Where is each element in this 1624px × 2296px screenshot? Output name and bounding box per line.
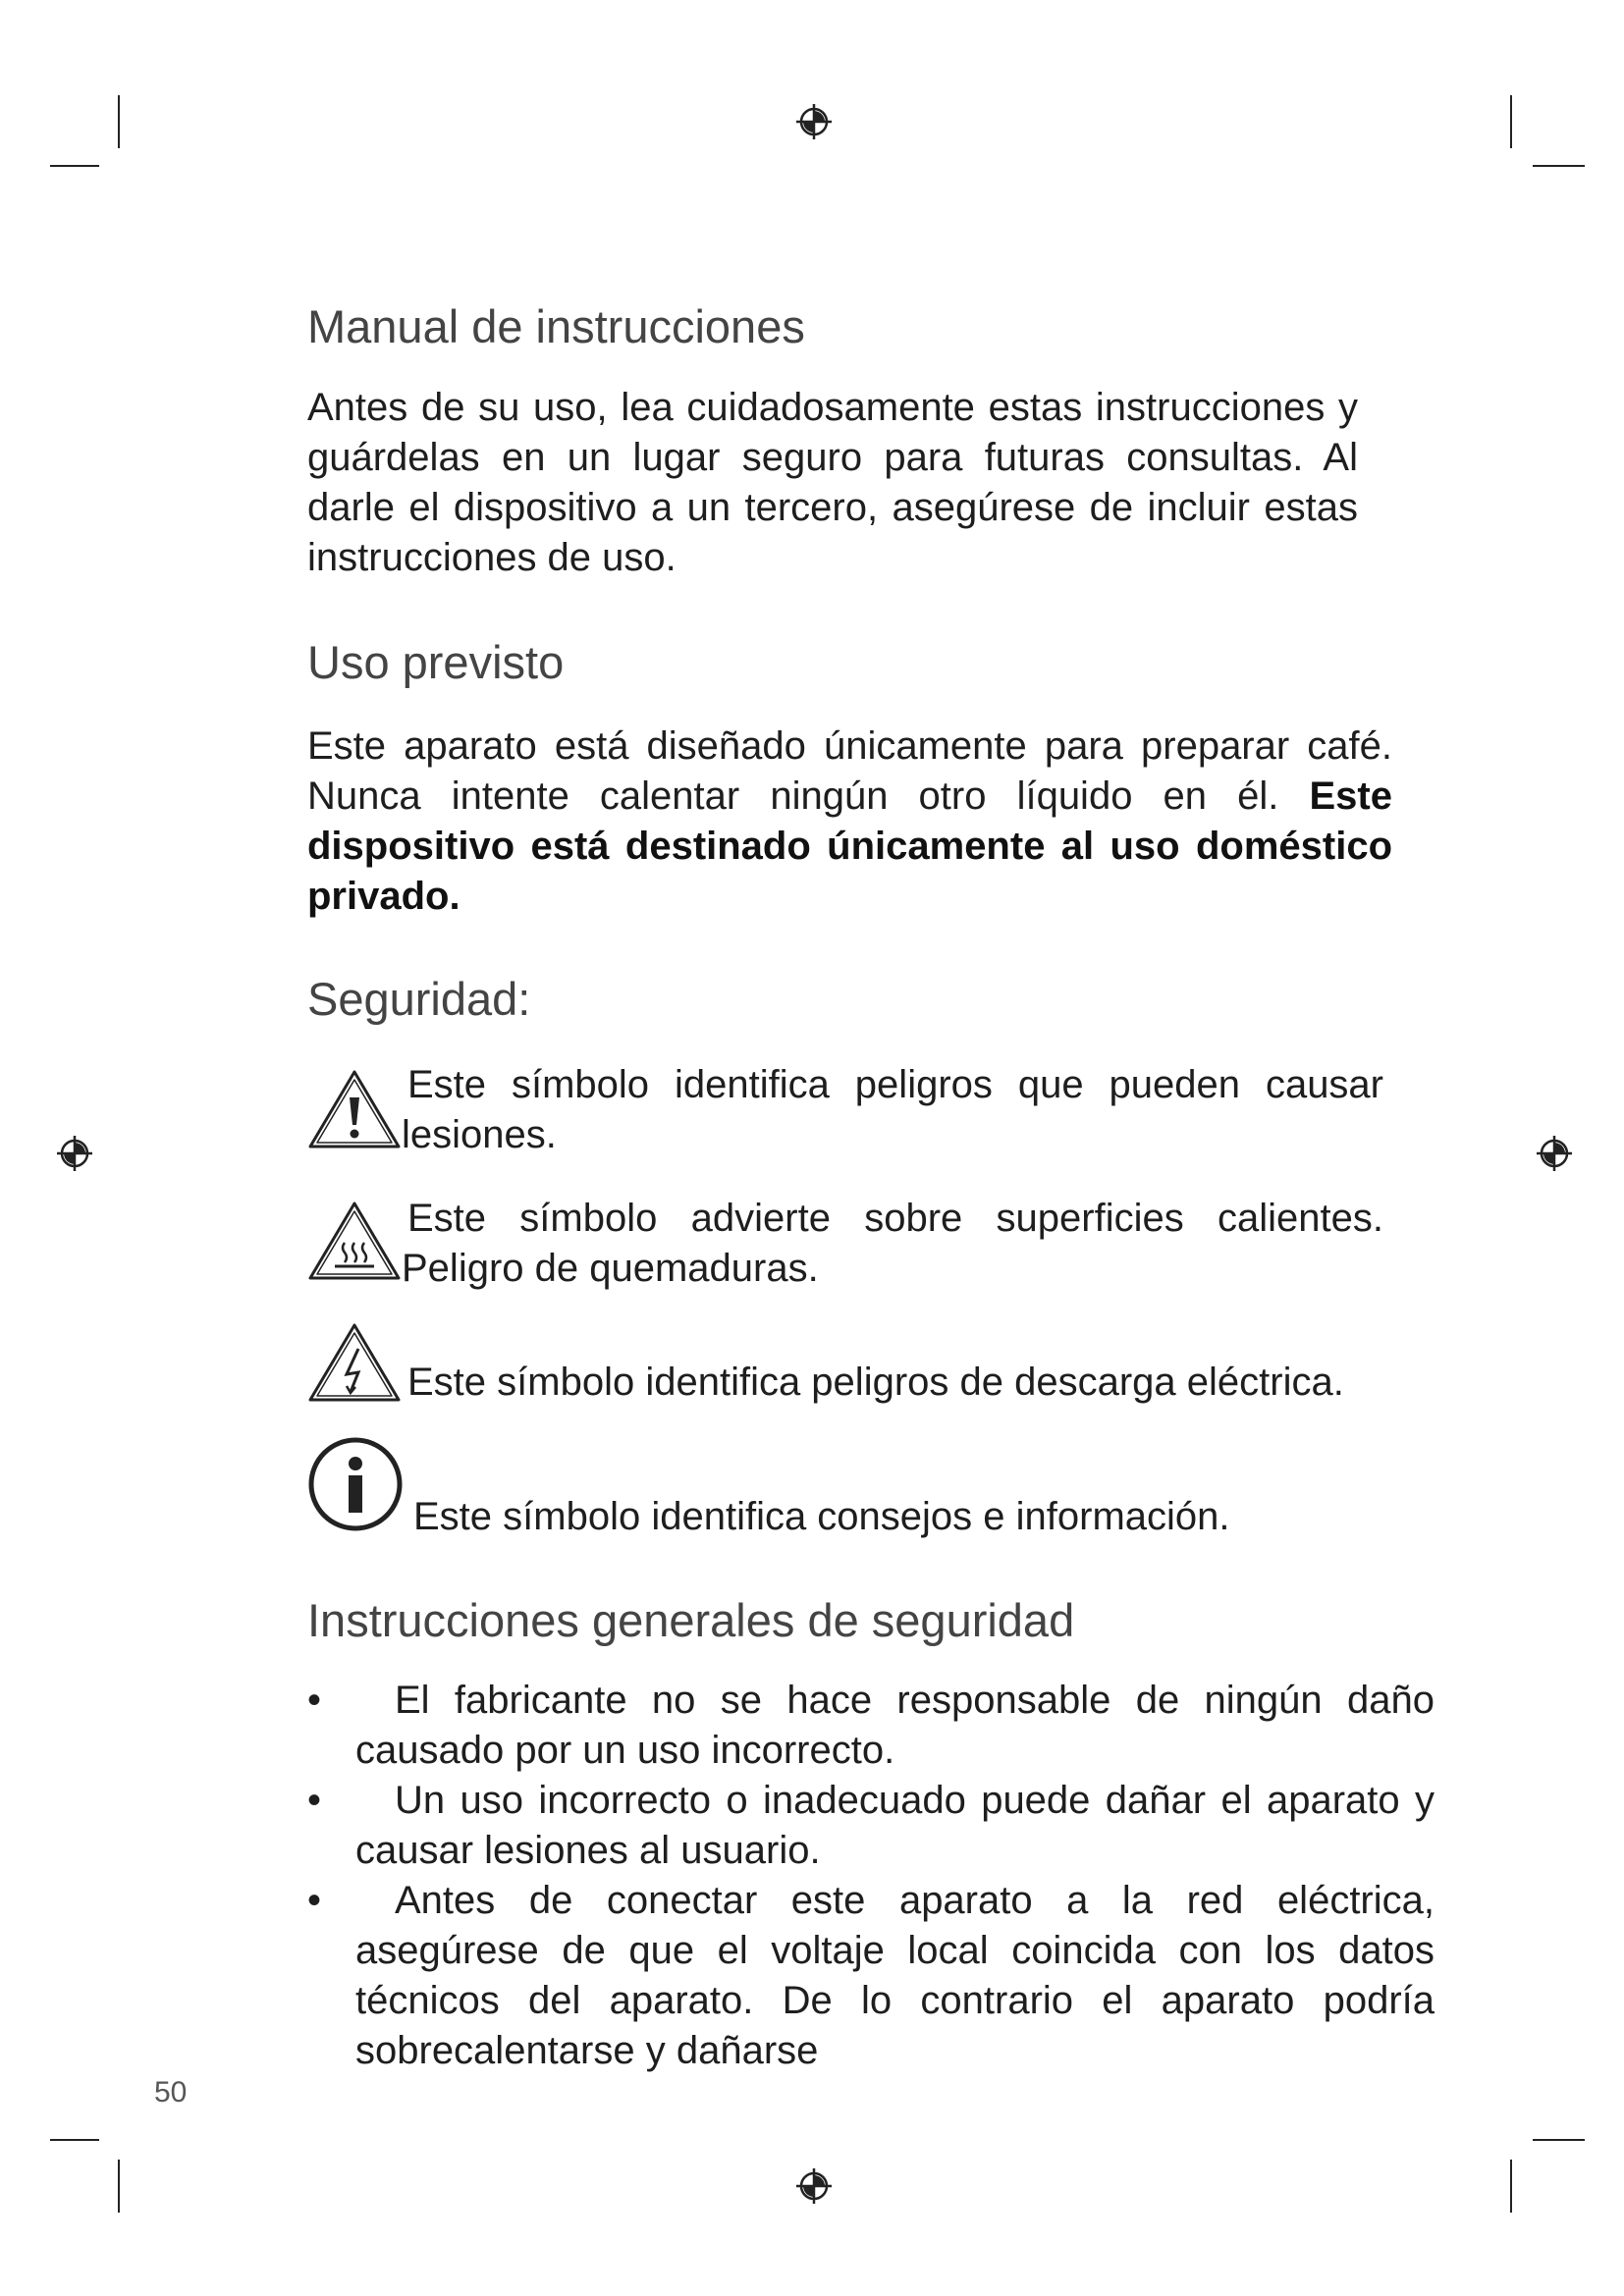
general-safety-list xyxy=(307,1676,1435,2076)
crop-mark xyxy=(1510,95,1512,148)
info-icon xyxy=(307,1436,404,1532)
list-item: • El fabricante no se hace responsable de ningún daño causado por un uso incorrecto. xyxy=(355,1676,1435,1776)
symbol-text-hot-surface: Este símbolo advierte sobre superficies calientes. Peligro de quemaduras. xyxy=(402,1197,1383,1290)
symbol-text-electric: Este símbolo identifica peligros de descarga eléctrica. xyxy=(407,1361,1344,1404)
registration-mark-icon xyxy=(55,1134,94,1173)
registration-mark-icon xyxy=(794,102,834,141)
hot-surface-icon xyxy=(307,1200,402,1282)
symbol-text-warning: Este símbolo identifica peligros que pueden causar lesiones. xyxy=(402,1063,1383,1156)
warning-triangle-icon xyxy=(307,1068,402,1150)
page-number: 50 xyxy=(154,2076,188,2109)
symbol-text-info: Este símbolo identifica consejos e información. xyxy=(413,1495,1230,1538)
crop-mark xyxy=(118,2160,120,2213)
intended-use-text: Este aparato está diseñado únicamente para preparar café. Nunca intente calentar ningún otro líquido en él. xyxy=(307,724,1392,818)
general-safety-heading: Instrucciones generales de seguridad xyxy=(307,1594,1075,1646)
crop-mark xyxy=(50,165,99,167)
crop-mark xyxy=(50,2139,99,2141)
list-item: • Un uso incorrecto o inadecuado puede dañar el aparato y causar lesiones al usuario. xyxy=(355,1776,1435,1876)
intended-use-paragraph xyxy=(307,721,1392,922)
safety-heading: Seguridad: xyxy=(307,973,531,1025)
intended-use-bold-text: Este dispositivo está destinado únicamente al uso doméstico privado. xyxy=(307,774,1392,918)
crop-mark xyxy=(1510,2160,1512,2213)
intro-paragraph: Antes de su uso, lea cuidadosamente estas instrucciones y guárdelas en un lugar seguro para futuras consultas. Al darle el dispositivo a un tercero, asegúrese de incluir estas instrucciones de uso. xyxy=(307,386,1358,579)
manual-title: Manual de instrucciones xyxy=(307,300,805,352)
registration-mark-icon xyxy=(1535,1134,1574,1173)
crop-mark xyxy=(1533,2139,1585,2141)
intended-use-heading: Uso previsto xyxy=(307,636,565,688)
crop-mark xyxy=(118,95,120,148)
registration-mark-icon xyxy=(794,2166,834,2206)
electric-shock-icon xyxy=(307,1321,402,1404)
list-item: • Antes de conectar este aparato a la red eléctrica, asegúrese de que el voltaje local coincida con los datos técnicos del aparato. De lo contrario el aparato podría sobrecalentarse y dañarse xyxy=(355,1876,1435,2076)
crop-mark xyxy=(1533,165,1585,167)
